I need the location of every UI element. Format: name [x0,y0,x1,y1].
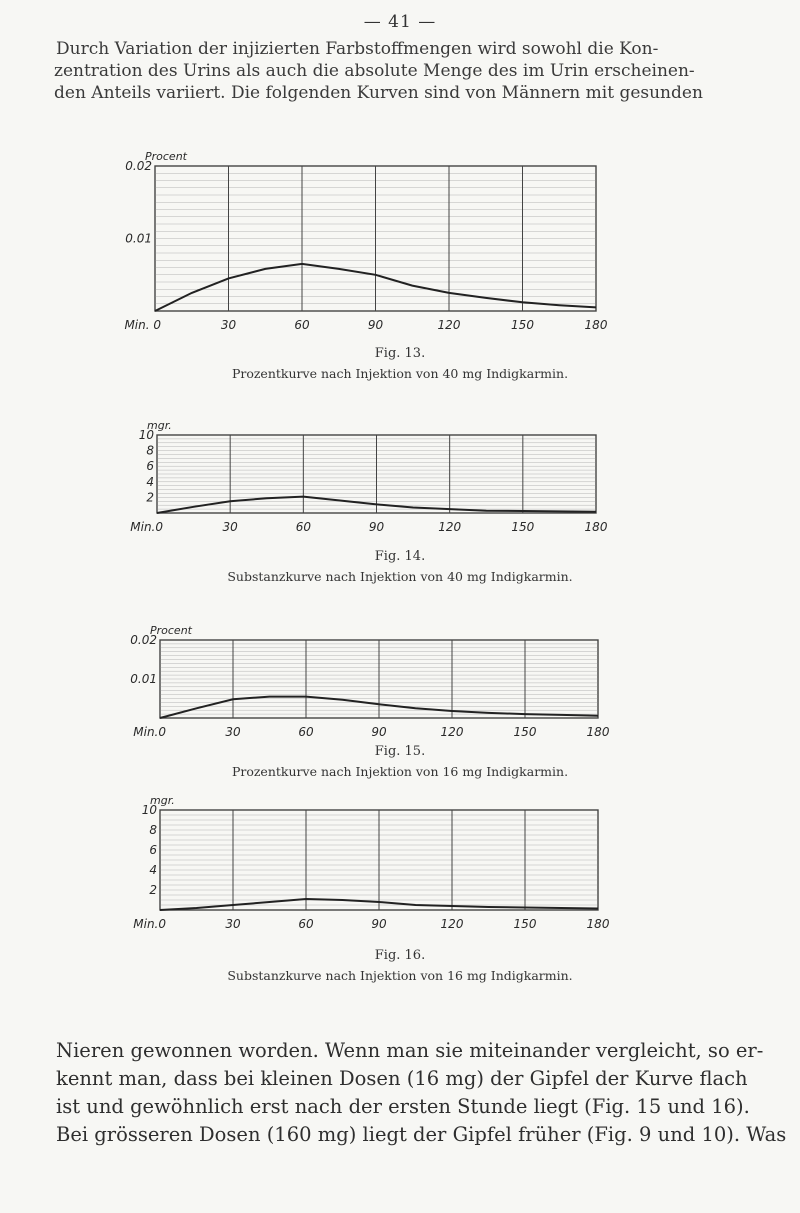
x-tick-label: Min. 0 [124,318,161,332]
x-tick-label: 90 [371,917,387,931]
axis-unit-label: mgr. [150,794,175,807]
x-tick-label: 90 [367,318,384,332]
x-tick-label: 90 [371,725,387,739]
chart-fig-13 [0,100,800,350]
outro-line: Nieren gewonnen worden. Wenn man sie miteinander vergleicht, so er- [56,1039,764,1062]
figure-label: Fig. 13. [374,346,426,361]
figure-caption: Substanzkurve nach Injektion von 40 mg Indigkarmin. [227,569,573,584]
x-tick-label: 60 [295,520,311,534]
outro-line: kennt man, dass bei kleinen Dosen (16 mg) der Gipfel der Kurve flach [56,1067,748,1090]
figure-13 [0,100,800,390]
x-tick-label: 150 [511,318,534,332]
y-tick-label: 4 [149,863,157,877]
y-tick-label: 0.02 [125,159,152,173]
x-tick-label: 120 [440,917,464,931]
y-tick-label: 6 [146,459,154,474]
x-tick-label: 60 [294,318,310,332]
chart-fig-14 [0,385,800,555]
x-tick-label: 120 [437,318,461,332]
axis-unit-label: Procent [150,624,192,637]
x-tick-label: Min.0 [130,520,163,534]
chart-fig-16 [0,795,800,955]
axis-unit-label: mgr. [147,419,172,432]
intro-line: den Anteils variiert. Die folgenden Kurven sind von Männern mit gesunden [54,83,703,103]
figure-16 [0,794,800,983]
y-tick-label: 4 [146,474,154,489]
x-tick-label: 180 [586,917,610,931]
x-tick-label: Min.0 [133,917,166,931]
figure-caption: Substanzkurve nach Injektion von 16 mg Indigkarmin. [227,968,573,983]
y-tick-label: 8 [149,823,157,837]
figure-caption: Prozentkurve nach Injektion von 16 mg Indigkarmin. [231,764,569,779]
figure-14 [0,385,800,590]
figure-label: Fig. 15. [374,744,426,759]
figure-label: Fig. 16. [374,948,426,963]
y-tick-label: 2 [146,490,154,505]
x-tick-label: 180 [584,318,608,332]
figure-15 [0,610,800,779]
page-number: — 41 — [363,12,437,32]
y-tick-label: 6 [149,843,157,857]
x-tick-label: 30 [225,917,241,931]
y-tick-label: 10 [138,428,154,442]
x-tick-label: 90 [368,520,385,534]
x-tick-label: 150 [513,917,537,931]
x-tick-label: 30 [225,725,241,739]
y-tick-label: 0.01 [125,231,152,246]
figure-label: Fig. 14. [374,549,426,564]
x-tick-label: 30 [220,318,237,332]
y-tick-label: 10 [141,803,157,817]
x-tick-label: 180 [586,725,610,739]
outro-paragraph [56,1037,787,1149]
axis-unit-label: Procent [145,150,187,163]
x-tick-label: 150 [511,520,535,534]
figure-caption: Prozentkurve nach Injektion von 40 mg Indigkarmin. [231,366,569,381]
x-tick-label: 60 [298,917,314,931]
chart-fig-15 [0,610,800,740]
y-tick-label: 0.01 [130,672,157,686]
intro-line: zentration des Urins als auch die absolute Menge des im Urin erscheinen- [54,61,695,81]
x-tick-label: 150 [513,725,537,739]
y-tick-label: 2 [149,883,157,897]
x-tick-label: 60 [298,725,314,739]
x-tick-label: 30 [222,520,238,534]
y-tick-label: 8 [146,443,154,458]
x-tick-label: 120 [438,520,462,534]
intro-line: Durch Variation der injizierten Farbstoffmengen wird sowohl die Kon- [56,39,659,59]
outro-line: Bei grösseren Dosen (160 mg) liegt der Gipfel früher (Fig. 9 und 10). Was [56,1123,787,1146]
intro-paragraph [56,38,756,104]
outro-line: ist und gewöhnlich erst nach der ersten Stunde liegt (Fig. 15 und 16). [56,1095,750,1118]
y-tick-label: 0.02 [130,633,157,647]
x-tick-label: Min.0 [133,725,166,739]
x-tick-label: 120 [440,725,464,739]
x-tick-label: 180 [584,520,608,534]
